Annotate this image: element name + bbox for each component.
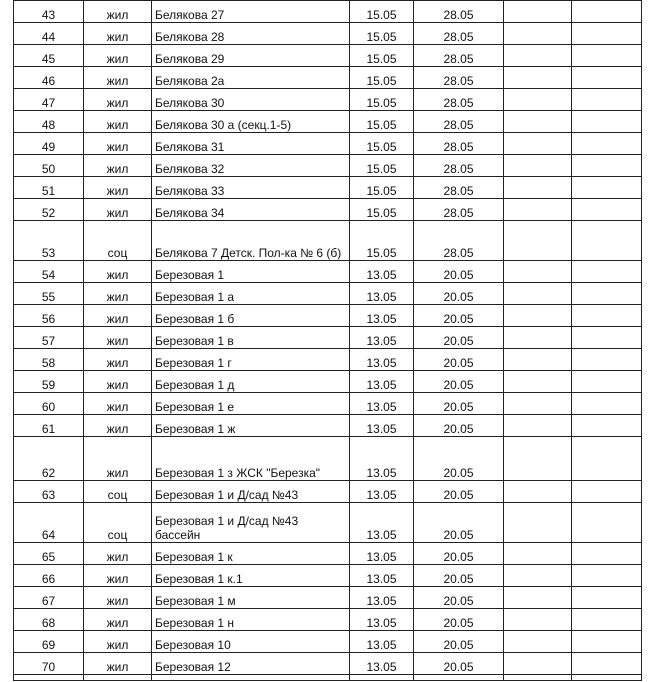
- row-number: 50: [14, 155, 84, 177]
- address: Березовая 1 б: [152, 305, 350, 327]
- empty-cell: [572, 437, 642, 481]
- building-type: жил: [84, 305, 152, 327]
- row-number: 46: [14, 67, 84, 89]
- empty-cell: [572, 67, 642, 89]
- building-type: жил: [84, 23, 152, 45]
- empty-cell: [572, 631, 642, 653]
- empty-cell: [14, 675, 84, 681]
- date-end: 20.05: [414, 371, 504, 393]
- building-type: жил: [84, 199, 152, 221]
- table-row: [14, 23, 642, 45]
- empty-cell: [572, 609, 642, 631]
- empty-cell: [84, 675, 152, 681]
- table-row: [14, 111, 642, 133]
- row-number: 62: [14, 437, 84, 481]
- row-number: 58: [14, 349, 84, 371]
- empty-cell: [504, 631, 572, 653]
- address: Березовая 1 е: [152, 393, 350, 415]
- empty-cell: [504, 45, 572, 67]
- empty-cell: [152, 675, 350, 681]
- address: Белякова 29: [152, 45, 350, 67]
- row-number: 59: [14, 371, 84, 393]
- date-end: 28.05: [414, 155, 504, 177]
- empty-cell: [572, 305, 642, 327]
- row-number: 43: [14, 1, 84, 23]
- date-end: 20.05: [414, 261, 504, 283]
- building-type: жил: [84, 67, 152, 89]
- empty-cell: [572, 675, 642, 681]
- date-start: 15.05: [350, 111, 414, 133]
- date-end: 20.05: [414, 609, 504, 631]
- address: Белякова 28: [152, 23, 350, 45]
- date-end: 28.05: [414, 89, 504, 111]
- empty-cell: [572, 1, 642, 23]
- table-row: [14, 393, 642, 415]
- date-start: 13.05: [350, 565, 414, 587]
- address: Белякова 30: [152, 89, 350, 111]
- row-number: 55: [14, 283, 84, 305]
- building-type: жил: [84, 177, 152, 199]
- row-number: 44: [14, 23, 84, 45]
- date-start: 13.05: [350, 393, 414, 415]
- building-type: жил: [84, 631, 152, 653]
- date-start: 13.05: [350, 653, 414, 675]
- address: Березовая 1 г: [152, 349, 350, 371]
- table-row: [14, 349, 642, 371]
- empty-cell: [504, 111, 572, 133]
- address: Белякова 34: [152, 199, 350, 221]
- date-start: 13.05: [350, 283, 414, 305]
- date-end: 20.05: [414, 503, 504, 543]
- empty-cell: [504, 653, 572, 675]
- date-start: 13.05: [350, 503, 414, 543]
- row-number: 65: [14, 543, 84, 565]
- date-end: 20.05: [414, 305, 504, 327]
- date-end: 20.05: [414, 587, 504, 609]
- date-end: 20.05: [414, 481, 504, 503]
- date-end: 28.05: [414, 133, 504, 155]
- table-body: [14, 1, 642, 681]
- table-row: [14, 437, 642, 481]
- address: Березовая 1 н: [152, 609, 350, 631]
- row-number: 57: [14, 327, 84, 349]
- address: Березовая 1 и Д/сад №43: [152, 481, 350, 503]
- table-row: [14, 371, 642, 393]
- table-row-partial: [14, 675, 642, 681]
- date-start: 15.05: [350, 221, 414, 261]
- empty-cell: [572, 283, 642, 305]
- address: Белякова 27: [152, 1, 350, 23]
- table-row: [14, 415, 642, 437]
- empty-cell: [504, 349, 572, 371]
- date-start: 13.05: [350, 415, 414, 437]
- date-end: 20.05: [414, 653, 504, 675]
- date-start: 13.05: [350, 261, 414, 283]
- date-start: 15.05: [350, 133, 414, 155]
- empty-cell: [572, 415, 642, 437]
- address: Березовая 1 з ЖСК "Березка": [152, 437, 350, 481]
- building-type: жил: [84, 45, 152, 67]
- building-type: жил: [84, 393, 152, 415]
- date-start: 13.05: [350, 371, 414, 393]
- date-end: 20.05: [414, 631, 504, 653]
- building-type: соц: [84, 481, 152, 503]
- date-end: 28.05: [414, 221, 504, 261]
- date-start: 13.05: [350, 543, 414, 565]
- date-end: 20.05: [414, 349, 504, 371]
- empty-cell: [572, 111, 642, 133]
- date-start: 15.05: [350, 155, 414, 177]
- date-end: 20.05: [414, 437, 504, 481]
- empty-cell: [504, 503, 572, 543]
- empty-cell: [572, 89, 642, 111]
- empty-cell: [572, 23, 642, 45]
- empty-cell: [504, 305, 572, 327]
- building-type: жил: [84, 371, 152, 393]
- table-row: [14, 631, 642, 653]
- empty-cell: [572, 133, 642, 155]
- empty-cell: [572, 543, 642, 565]
- address: Белякова 33: [152, 177, 350, 199]
- date-start: 13.05: [350, 609, 414, 631]
- row-number: 70: [14, 653, 84, 675]
- empty-cell: [504, 437, 572, 481]
- date-start: 15.05: [350, 89, 414, 111]
- date-end: 28.05: [414, 1, 504, 23]
- date-end: 20.05: [414, 415, 504, 437]
- empty-cell: [504, 587, 572, 609]
- address: Белякова 7 Детск. Пол-ка № 6 (б): [152, 221, 350, 261]
- date-start: 15.05: [350, 45, 414, 67]
- address: Березовая 1 а: [152, 283, 350, 305]
- row-number: 64: [14, 503, 84, 543]
- empty-cell: [504, 565, 572, 587]
- date-start: 13.05: [350, 631, 414, 653]
- date-start: 13.05: [350, 327, 414, 349]
- row-number: 51: [14, 177, 84, 199]
- empty-cell: [572, 45, 642, 67]
- date-end: 28.05: [414, 111, 504, 133]
- table-row: [14, 177, 642, 199]
- building-type: жил: [84, 89, 152, 111]
- date-start: 13.05: [350, 481, 414, 503]
- table-row: [14, 653, 642, 675]
- table-row: [14, 67, 642, 89]
- table-row: [14, 305, 642, 327]
- empty-cell: [504, 327, 572, 349]
- empty-cell: [504, 89, 572, 111]
- row-number: 68: [14, 609, 84, 631]
- date-start: 15.05: [350, 23, 414, 45]
- table-row: [14, 221, 642, 261]
- empty-cell: [572, 261, 642, 283]
- table-row: [14, 543, 642, 565]
- address: Березовая 1: [152, 261, 350, 283]
- address: Белякова 32: [152, 155, 350, 177]
- empty-cell: [504, 415, 572, 437]
- date-end: 20.05: [414, 393, 504, 415]
- building-type: жил: [84, 543, 152, 565]
- address: Белякова 2а: [152, 67, 350, 89]
- table-row: [14, 503, 642, 543]
- empty-cell: [572, 503, 642, 543]
- table-row: [14, 133, 642, 155]
- address: Белякова 31: [152, 133, 350, 155]
- building-type: жил: [84, 565, 152, 587]
- date-end: 20.05: [414, 543, 504, 565]
- address: Березовая 1 к: [152, 543, 350, 565]
- building-type: жил: [84, 437, 152, 481]
- date-start: 15.05: [350, 177, 414, 199]
- table-row: [14, 155, 642, 177]
- empty-cell: [504, 675, 572, 681]
- table-row: [14, 481, 642, 503]
- date-start: 13.05: [350, 587, 414, 609]
- address: Березовая 1 ж: [152, 415, 350, 437]
- row-number: 48: [14, 111, 84, 133]
- empty-cell: [504, 283, 572, 305]
- empty-cell: [504, 481, 572, 503]
- empty-cell: [572, 155, 642, 177]
- date-end: 28.05: [414, 23, 504, 45]
- row-number: 66: [14, 565, 84, 587]
- date-start: 15.05: [350, 1, 414, 23]
- address: Белякова 30 а (секц.1-5): [152, 111, 350, 133]
- building-type: жил: [84, 155, 152, 177]
- building-type: жил: [84, 1, 152, 23]
- address: Березовая 12: [152, 653, 350, 675]
- table-row: [14, 1, 642, 23]
- schedule-table: [13, 0, 642, 681]
- empty-cell: [504, 371, 572, 393]
- date-start: 15.05: [350, 67, 414, 89]
- empty-cell: [572, 481, 642, 503]
- empty-cell: [504, 261, 572, 283]
- row-number: 69: [14, 631, 84, 653]
- building-type: жил: [84, 283, 152, 305]
- row-number: 53: [14, 221, 84, 261]
- empty-cell: [504, 609, 572, 631]
- date-end: 28.05: [414, 199, 504, 221]
- empty-cell: [504, 199, 572, 221]
- row-number: 47: [14, 89, 84, 111]
- empty-cell: [572, 653, 642, 675]
- empty-cell: [572, 221, 642, 261]
- table-row: [14, 45, 642, 67]
- row-number: 63: [14, 481, 84, 503]
- date-start: 13.05: [350, 349, 414, 371]
- empty-cell: [504, 133, 572, 155]
- empty-cell: [504, 543, 572, 565]
- empty-cell: [572, 371, 642, 393]
- table-row: [14, 565, 642, 587]
- empty-cell: [504, 67, 572, 89]
- building-type: соц: [84, 503, 152, 543]
- empty-cell: [572, 349, 642, 371]
- row-number: 52: [14, 199, 84, 221]
- row-number: 61: [14, 415, 84, 437]
- date-end: 28.05: [414, 67, 504, 89]
- row-number: 56: [14, 305, 84, 327]
- building-type: жил: [84, 415, 152, 437]
- empty-cell: [572, 565, 642, 587]
- row-number: 49: [14, 133, 84, 155]
- address: Березовая 1 к.1: [152, 565, 350, 587]
- empty-cell: [504, 23, 572, 45]
- empty-cell: [572, 327, 642, 349]
- row-number: 67: [14, 587, 84, 609]
- empty-cell: [504, 1, 572, 23]
- address: Березовая 1 в: [152, 327, 350, 349]
- address: Березовая 10: [152, 631, 350, 653]
- date-end: 28.05: [414, 45, 504, 67]
- table-row: [14, 283, 642, 305]
- empty-cell: [414, 675, 504, 681]
- building-type: жил: [84, 327, 152, 349]
- empty-cell: [504, 177, 572, 199]
- table-row: [14, 261, 642, 283]
- empty-cell: [350, 675, 414, 681]
- date-end: 20.05: [414, 565, 504, 587]
- date-start: 13.05: [350, 437, 414, 481]
- building-type: жил: [84, 609, 152, 631]
- address: Березовая 1 д: [152, 371, 350, 393]
- building-type: жил: [84, 261, 152, 283]
- row-number: 45: [14, 45, 84, 67]
- table-row: [14, 609, 642, 631]
- building-type: жил: [84, 111, 152, 133]
- row-number: 60: [14, 393, 84, 415]
- building-type: соц: [84, 221, 152, 261]
- building-type: жил: [84, 653, 152, 675]
- empty-cell: [504, 155, 572, 177]
- empty-cell: [572, 587, 642, 609]
- empty-cell: [572, 177, 642, 199]
- building-type: жил: [84, 349, 152, 371]
- date-end: 20.05: [414, 283, 504, 305]
- date-end: 20.05: [414, 327, 504, 349]
- table-row: [14, 327, 642, 349]
- date-start: 15.05: [350, 199, 414, 221]
- date-start: 13.05: [350, 305, 414, 327]
- empty-cell: [504, 221, 572, 261]
- address: Березовая 1 и Д/сад №43 бассейн: [152, 503, 350, 543]
- building-type: жил: [84, 133, 152, 155]
- empty-cell: [504, 393, 572, 415]
- date-end: 28.05: [414, 177, 504, 199]
- table-row: [14, 89, 642, 111]
- empty-cell: [572, 199, 642, 221]
- empty-cell: [572, 393, 642, 415]
- table-row: [14, 199, 642, 221]
- row-number: 54: [14, 261, 84, 283]
- building-type: жил: [84, 587, 152, 609]
- table-row: [14, 587, 642, 609]
- address: Березовая 1 м: [152, 587, 350, 609]
